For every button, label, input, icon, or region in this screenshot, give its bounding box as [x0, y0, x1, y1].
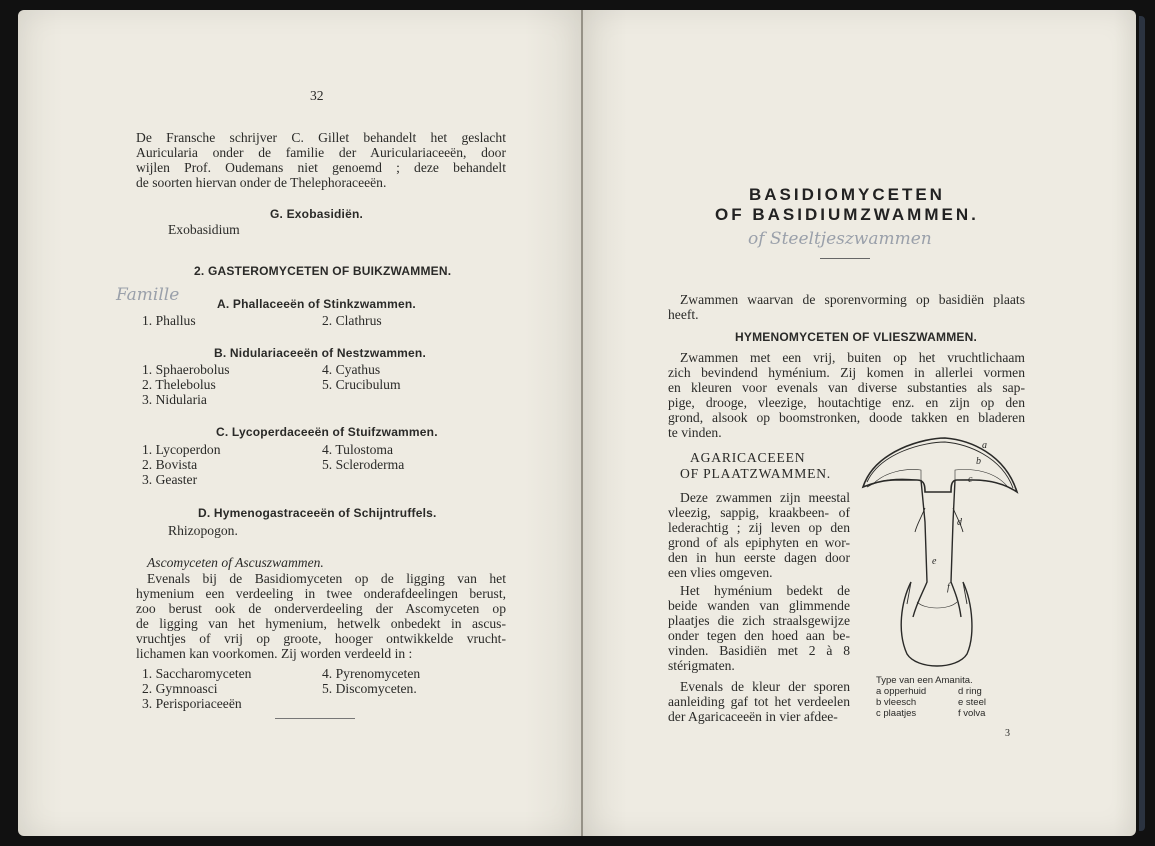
agaric-p1-line-6: een vlies omgeven. [668, 565, 773, 580]
left-page [18, 10, 581, 836]
asco-line-1: Evenals bij de Basidiomyceten op de ligging van het [147, 571, 506, 586]
agaric-p2-line-5: vinden. Basidiën met 2 à 8 [668, 643, 850, 658]
agaricaceeen-heading-1: AGARICACEEEN [690, 450, 806, 465]
gasteromyceten-heading: 2. GASTEROMYCETEN OF BUIKZWAMMEN. [194, 264, 452, 278]
agaricaceeen-heading-2: OF PLAATZWAMMEN. [680, 466, 832, 481]
agaric-p2-line-1: Het hyménium bedekt de [680, 583, 850, 598]
caption-f: f volva [958, 708, 986, 719]
nidu-item-1: 1. Sphaerobolus [142, 362, 230, 377]
basidio-intro-line-1: Zwammen waarvan de sporenvorming op basidiën plaats [680, 292, 1025, 307]
asco-item-5: 5. Discomyceten. [322, 681, 417, 696]
asco-item-3: 3. Perisporiaceeën [142, 696, 242, 711]
amanita-illustration [855, 432, 1025, 672]
agaric-p1-line-2: vleezig, sappig, kraakbeen- of [668, 505, 850, 520]
lyco-item-2: 2. Bovista [142, 457, 198, 472]
figure-label-b: b [976, 456, 981, 467]
nidu-item-2: 2. Thelebolus [142, 377, 216, 392]
asco-line-3: zoo berust ook de onderverdeeling der Ascomyceten op [136, 601, 506, 616]
asco-item-4: 4. Pyrenomyceten [322, 666, 421, 681]
hymeno-line-4: pige, drooge, vleezige, houtachtige enz. en zijn op den [668, 395, 1025, 410]
nidu-item-4: 4. Cyathus [322, 362, 381, 377]
asco-line-2: hymenium een verdeeling in twee onderafdeelingen berust, [136, 586, 506, 601]
figure-label-c: c [968, 474, 973, 485]
agaric-p2-line-3: plaatjes die zich straalsgewijze [668, 613, 850, 628]
handwritten-note: Famille [116, 285, 180, 305]
signature-mark: 3 [1005, 728, 1010, 739]
hymenomyceten-heading: HYMENOMYCETEN OF VLIESZWAMMEN. [735, 330, 978, 344]
agaric-p1-line-1: Deze zwammen zijn meestal [680, 490, 850, 505]
asco-item-2: 2. Gymnoasci [142, 681, 218, 696]
right-page [583, 10, 1136, 836]
exobasidium-item: Exobasidium [168, 222, 240, 237]
lyco-item-1: 1. Lycoperdon [142, 442, 221, 457]
agaric-p2-line-2: beide wanden van glimmende [668, 598, 850, 613]
asco-line-5: vruchtjes of vrij op groote, hooger ontwikkelde vrucht- [136, 631, 506, 646]
figure-label-d: d [957, 517, 962, 528]
intro-line-4: de soorten hiervan onder de Thelephoraceeën. [136, 175, 387, 190]
nidu-item-5: 5. Crucibulum [322, 377, 401, 392]
figure-caption-title: Type van een Amanita. [876, 675, 973, 686]
basidio-intro-line-2: heeft. [668, 307, 699, 322]
asco-item-1: 1. Saccharomyceten [142, 666, 252, 681]
ascomyceten-title: Ascomyceten of Ascuszwammen. [147, 555, 324, 570]
caption-b: b vleesch [876, 697, 917, 708]
lyco-item-5: 5. Scleroderma [322, 457, 405, 472]
hymeno-line-6: te vinden. [668, 425, 722, 440]
rhizopogon-item: Rhizopogon. [168, 523, 238, 538]
agaric-p2-line-4: onder tegen den hoed aan be- [668, 628, 850, 643]
hymenogastraceeen-heading: D. Hymenogastraceeën of Schijntruffels. [198, 506, 437, 520]
figure-label-a: a [982, 440, 987, 451]
intro-line-1: De Fransche schrijver C. Gillet behandelt het geslacht [136, 130, 506, 145]
lycoperdaceeen-heading: C. Lycoperdaceeën of Stuifzwammen. [216, 425, 438, 439]
basidiomyceten-title: BASIDIOMYCETEN [749, 185, 945, 204]
agaric-p1-line-3: lederachtig ; zij leven op den [668, 520, 850, 535]
hymeno-line-2: zich bevindend hyménium. Zij komen in allerlei vormen [668, 365, 1025, 380]
book-cover-edge [1139, 16, 1145, 831]
page-number: 32 [310, 88, 324, 103]
nidu-item-3: 3. Nidularia [142, 392, 207, 407]
basidiumzwammen-title: OF BASIDIUMZWAMMEN. [715, 205, 979, 224]
figure-label-e: e [932, 556, 937, 567]
figure-label-f: f [947, 582, 950, 593]
hymeno-line-1: Zwammen met een vrij, buiten op het vruchtlichaam [680, 350, 1025, 365]
phall-item-2: 2. Clathrus [322, 313, 382, 328]
title-rule [820, 258, 870, 259]
agaric-p1-line-5: den in hun eerste dagen door [668, 550, 850, 565]
hymeno-line-3: en kleuren voor evenals van diverse substanties als sap- [668, 380, 1025, 395]
agaric-p1-line-4: grond of als epiphyten en wor- [668, 535, 850, 550]
exobasidien-heading: G. Exobasidiën. [270, 207, 364, 221]
phallaceeen-heading: A. Phallaceeën of Stinkzwammen. [217, 297, 416, 311]
agaric-p3-line-1: Evenals de kleur der sporen [680, 679, 850, 694]
lyco-item-4: 4. Tulostoma [322, 442, 394, 457]
asco-line-6: lichamen kan voorkomen. Zij worden verdeeld in : [136, 646, 413, 661]
phall-item-1: 1. Phallus [142, 313, 196, 328]
hymeno-line-5: grond, alsook op boomstronken, doode takken en bladeren [668, 410, 1025, 425]
lyco-item-3: 3. Geaster [142, 472, 198, 487]
caption-c: c plaatjes [876, 708, 917, 719]
asco-line-4: de ligging van het hymenium, hetwelk onbedekt in ascus- [136, 616, 506, 631]
end-rule [275, 718, 355, 719]
agaric-p3-line-2: aanleiding gaf tot het verdeelen [668, 694, 850, 709]
caption-e: e steel [958, 697, 986, 708]
caption-a: a opperhuid [876, 686, 927, 697]
agaric-p2-line-6: stérigmaten. [668, 658, 735, 673]
nidulariaceeen-heading: B. Nidulariaceeën of Nestzwammen. [214, 346, 426, 360]
handwritten-subtitle: of Steeltjeszwammen [748, 229, 932, 249]
intro-line-2: Auricularia onder de familie der Auriculariaceeën, door [136, 145, 506, 160]
caption-d: d ring [958, 686, 982, 697]
agaric-p3-line-3: der Agaricaceeën in vier afdee- [668, 709, 838, 724]
intro-line-3: wijlen Prof. Oudemans niet genoemd ; deze behandelt [136, 160, 506, 175]
